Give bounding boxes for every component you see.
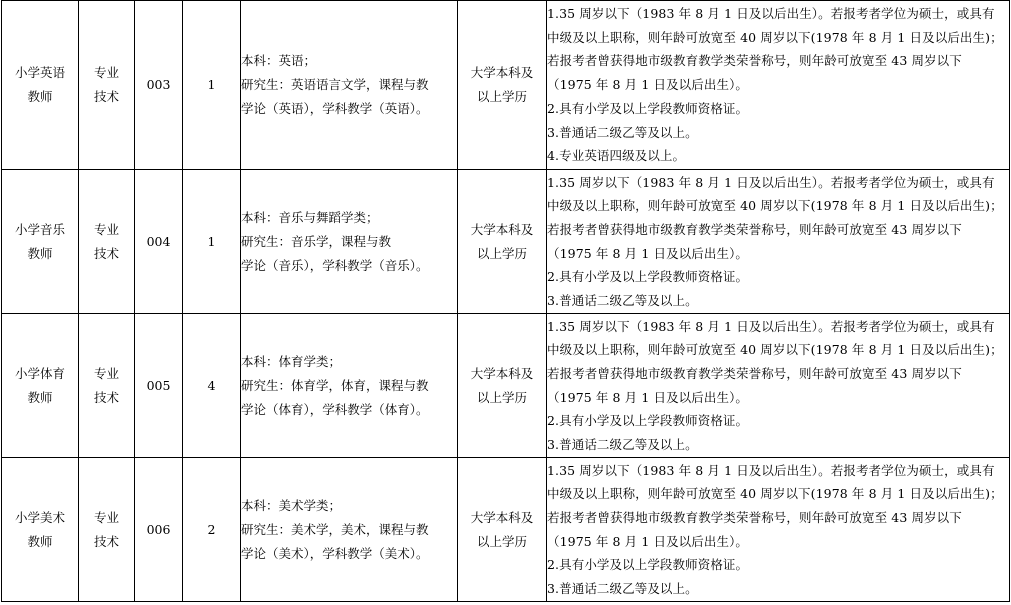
other-requirements-cell — [547, 314, 1010, 458]
education-cell: 大学本科及 以上学历 — [458, 314, 547, 458]
position-name-cell: 小学英语 教师 — [2, 1, 79, 170]
requirement-line: 若报考者曾获得地市级教育教学类荣誉称号，则年龄可放宽至 43 周岁以下 — [547, 365, 962, 381]
position-code-cell: 004 — [135, 170, 183, 314]
other-requirements-cell — [547, 458, 1010, 602]
major-requirement-cell: 本科：美术学类； 研究生：美术学，美术，课程与教 学论（美术），学科教学（美术）。 — [241, 458, 458, 602]
requirement-line: （1975 年 8 月 1 日及以后出生）。 — [547, 245, 749, 261]
position-name-cell: 小学美术 教师 — [2, 458, 79, 602]
position-name-cell: 小学音乐 教师 — [2, 170, 79, 314]
position-category-cell: 专业 技术 — [79, 1, 135, 170]
requirement-line: 2.具有小学及以上学段教师资格证。 — [547, 557, 749, 573]
requirement-line: 1.35 周岁以下（1983 年 8 月 1 日及以后出生）。若报考者学位为硕士，或具有 — [547, 462, 995, 478]
requirement-line: （1975 年 8 月 1 日及以后出生）。 — [547, 389, 749, 405]
position-code-cell: 003 — [135, 1, 183, 170]
table-row — [2, 314, 1010, 458]
headcount-cell: 1 — [183, 170, 241, 314]
requirement-line: 2.具有小学及以上学段教师资格证。 — [547, 100, 749, 116]
requirement-line: 1.35 周岁以下（1983 年 8 月 1 日及以后出生）。若报考者学位为硕士，或具有 — [547, 318, 995, 334]
requirement-line: 中级及以上职称，则年龄可放宽至 40 周岁以下(1978 年 8 月 1 日及以后出生)； — [547, 342, 1003, 358]
requirement-line: 3.普通话二级乙等及以上。 — [547, 436, 698, 452]
requirement-line: 2.具有小学及以上学段教师资格证。 — [547, 269, 749, 285]
position-name-cell: 小学体育 教师 — [2, 314, 79, 458]
position-category-cell: 专业 技术 — [79, 314, 135, 458]
table-row — [2, 170, 1010, 314]
education-cell: 大学本科及 以上学历 — [458, 458, 547, 602]
requirement-line: 1.35 周岁以下（1983 年 8 月 1 日及以后出生）。若报考者学位为硕士，或具有 — [547, 174, 995, 190]
requirement-line: （1975 年 8 月 1 日及以后出生）。 — [547, 533, 749, 549]
headcount-cell: 2 — [183, 458, 241, 602]
requirement-line: 3.普通话二级乙等及以上。 — [547, 580, 698, 596]
requirement-line: 若报考者曾获得地市级教育教学类荣誉称号，则年龄可放宽至 43 周岁以下 — [547, 509, 962, 525]
requirement-line: 若报考者曾获得地市级教育教学类荣誉称号，则年龄可放宽至 43 周岁以下 — [547, 221, 962, 237]
requirement-line: 若报考者曾获得地市级教育教学类荣誉称号，则年龄可放宽至 43 周岁以下 — [547, 53, 962, 69]
requirement-line: 3.普通话二级乙等及以上。 — [547, 292, 698, 308]
headcount-cell: 4 — [183, 314, 241, 458]
education-cell: 大学本科及 以上学历 — [458, 1, 547, 170]
position-category-cell: 专业 技术 — [79, 170, 135, 314]
education-cell: 大学本科及 以上学历 — [458, 170, 547, 314]
other-requirements-cell — [547, 170, 1010, 314]
position-code-cell: 006 — [135, 458, 183, 602]
requirement-line: （1975 年 8 月 1 日及以后出生）。 — [547, 77, 749, 93]
requirement-line: 4.专业英语四级及以上。 — [547, 148, 686, 164]
requirement-line: 中级及以上职称，则年龄可放宽至 40 周岁以下(1978 年 8 月 1 日及以后出生)； — [547, 198, 1003, 214]
major-requirement-cell: 本科：英语； 研究生：英语语言文学，课程与教 学论（英语），学科教学（英语）。 — [241, 1, 458, 170]
position-code-cell: 005 — [135, 314, 183, 458]
requirement-line: 3.普通话二级乙等及以上。 — [547, 124, 698, 140]
other-requirements-cell — [547, 1, 1010, 170]
major-requirement-cell: 本科：体育学类； 研究生：体育学，体育，课程与教 学论（体育），学科教学（体育）。 — [241, 314, 458, 458]
requirement-line: 中级及以上职称，则年龄可放宽至 40 周岁以下(1978 年 8 月 1 日及以后出生)； — [547, 486, 1003, 502]
position-category-cell: 专业 技术 — [79, 458, 135, 602]
major-requirement-cell: 本科：音乐与舞蹈学类； 研究生：音乐学，课程与教 学论（音乐），学科教学（音乐）。 — [241, 170, 458, 314]
table-row — [2, 1, 1010, 170]
table-row — [2, 458, 1010, 602]
headcount-cell: 1 — [183, 1, 241, 170]
requirement-line: 2.具有小学及以上学段教师资格证。 — [547, 413, 749, 429]
recruitment-table — [1, 0, 1010, 602]
requirement-line: 1.35 周岁以下（1983 年 8 月 1 日及以后出生）。若报考者学位为硕士，或具有 — [547, 5, 995, 21]
requirement-line: 中级及以上职称，则年龄可放宽至 40 周岁以下(1978 年 8 月 1 日及以后出生)； — [547, 29, 1003, 45]
